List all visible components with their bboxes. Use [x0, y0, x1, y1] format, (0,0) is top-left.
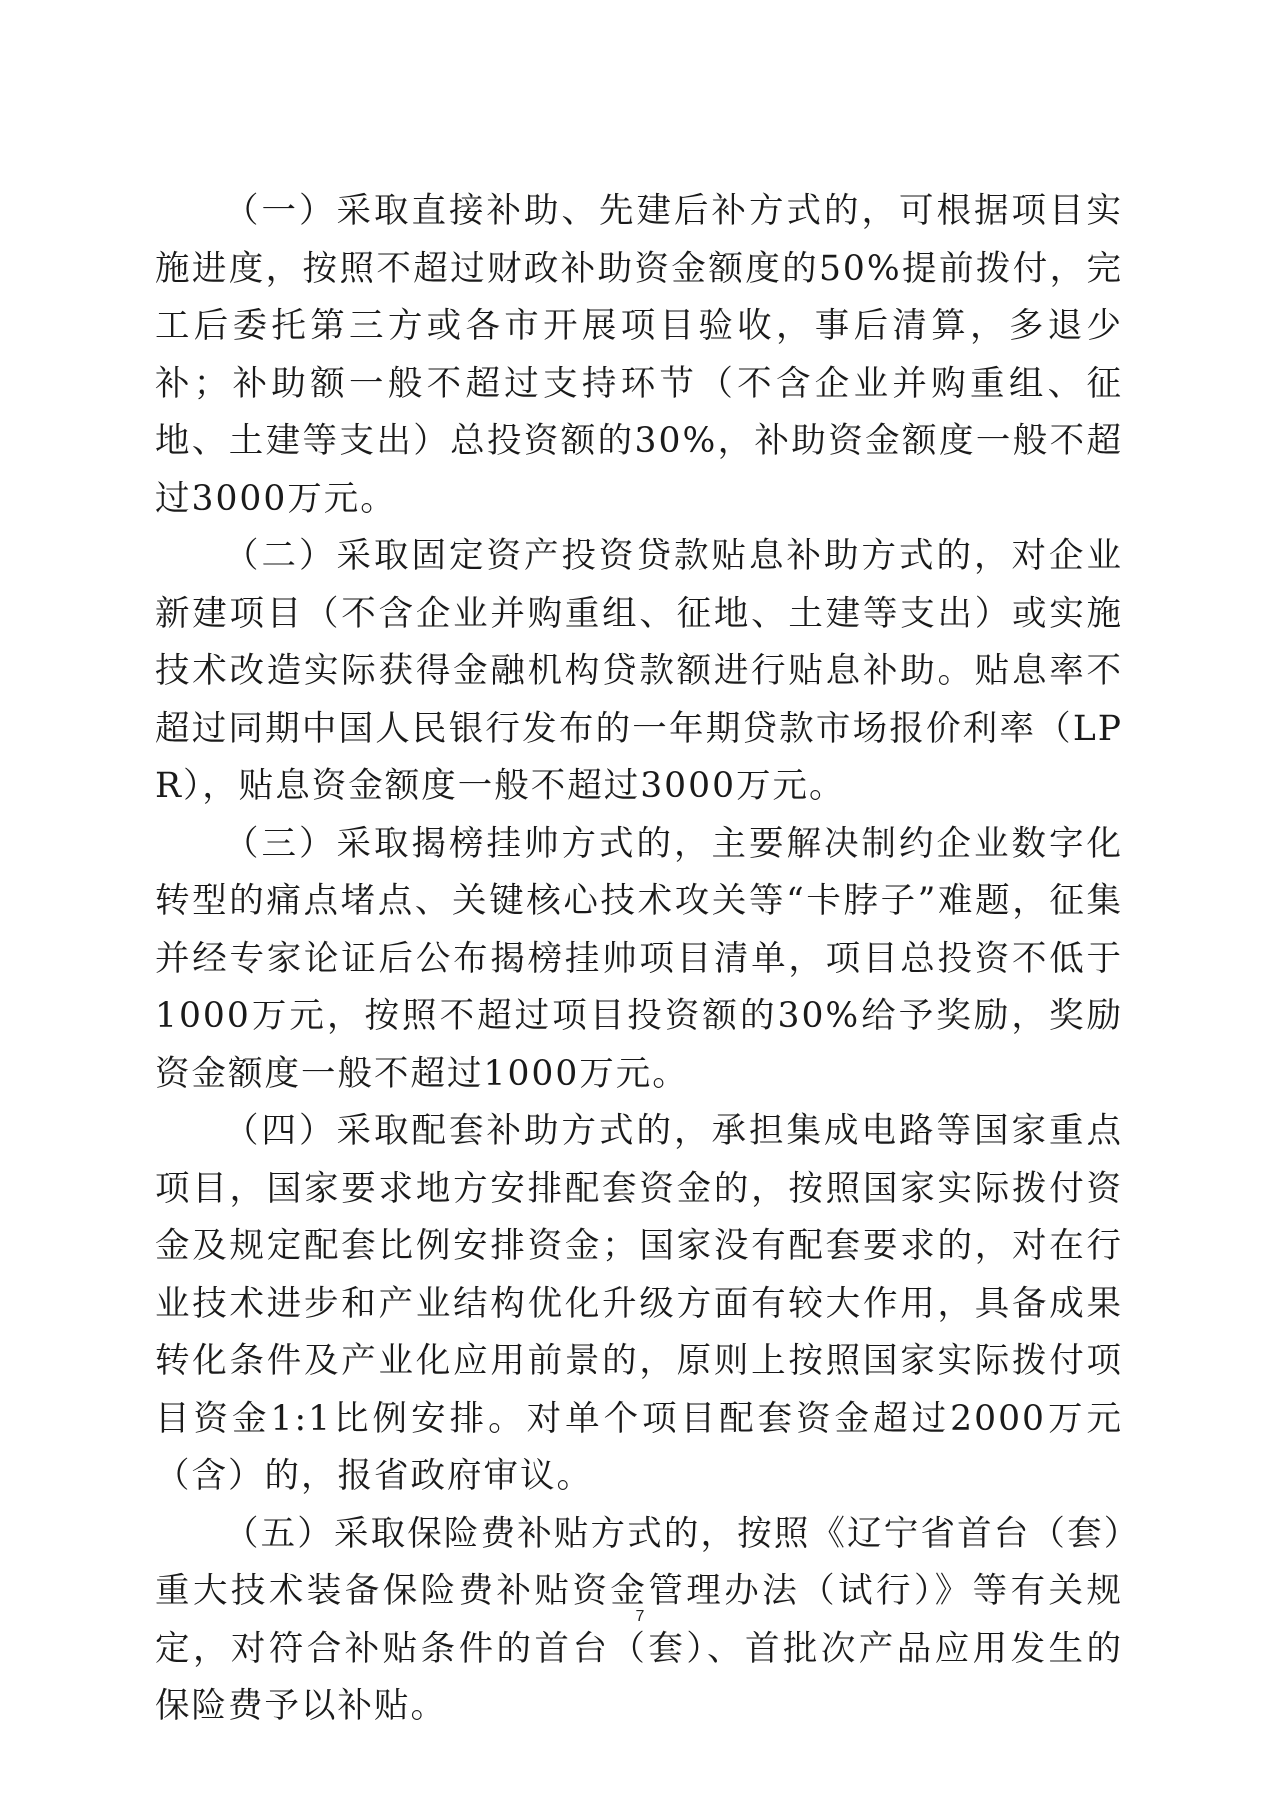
- paragraph-loan-interest-subsidy: （二）采取固定资产投资贷款贴息补助方式的，对企业新建项目（不含企业并购重组、征地、土建等支出）或实施技术改造实际获得金融机构贷款额进行贴息补助。贴息率不超过同期中国人民银行发布的一年期贷款市场报价利率（LPR），贴息资金额度一般不超过3000万元。: [155, 536, 1123, 806]
- paragraph-direct-subsidy: （一）采取直接补助、先建后补方式的，可根据项目实施进度，按照不超过财政补助资金额度的50%提前拨付，完工后委托第三方或各市开展项目验收，事后清算，多退少补；补助额一般不超过支持环节（不含企业并购重组、征地、土建等支出）总投资额的30%，补助资金额度一般不超过3000万元。: [155, 191, 1123, 519]
- paragraph-open-competition: （三）采取揭榜挂帅方式的，主要解决制约企业数字化转型的痛点堵点、关键核心技术攻关等“卡脖子”难题，征集并经专家论证后公布揭榜挂帅项目清单，项目总投资不低于1000万元，按照不超过项目投资额的30%给予奖励，奖励资金额度一般不超过1000万元。: [155, 823, 1123, 1094]
- page-number: 7: [635, 1608, 645, 1625]
- paragraph-insurance-subsidy: （五）采取保险费补贴方式的，按照《辽宁省首台（套）重大技术装备保险费补贴资金管理办法（试行）》等有关规定，对符合补贴条件的首台（套）、首批次产品应用发生的保险费予以补贴。: [155, 1513, 1123, 1726]
- document-body: [155, 183, 1123, 1736]
- paragraph-matching-subsidy: （四）采取配套补助方式的，承担集成电路等国家重点项目，国家要求地方安排配套资金的，按照国家实际拨付资金及规定配套比例安排资金；国家没有配套要求的，对在行业技术进步和产业结构优化升级方面有较大作用，具备成果转化条件及产业化应用前景的，原则上按照国家实际拨付项目资金1:1比例安排。对单个项目配套资金超过2000万元（含）的，报省政府审议。: [155, 1111, 1123, 1496]
